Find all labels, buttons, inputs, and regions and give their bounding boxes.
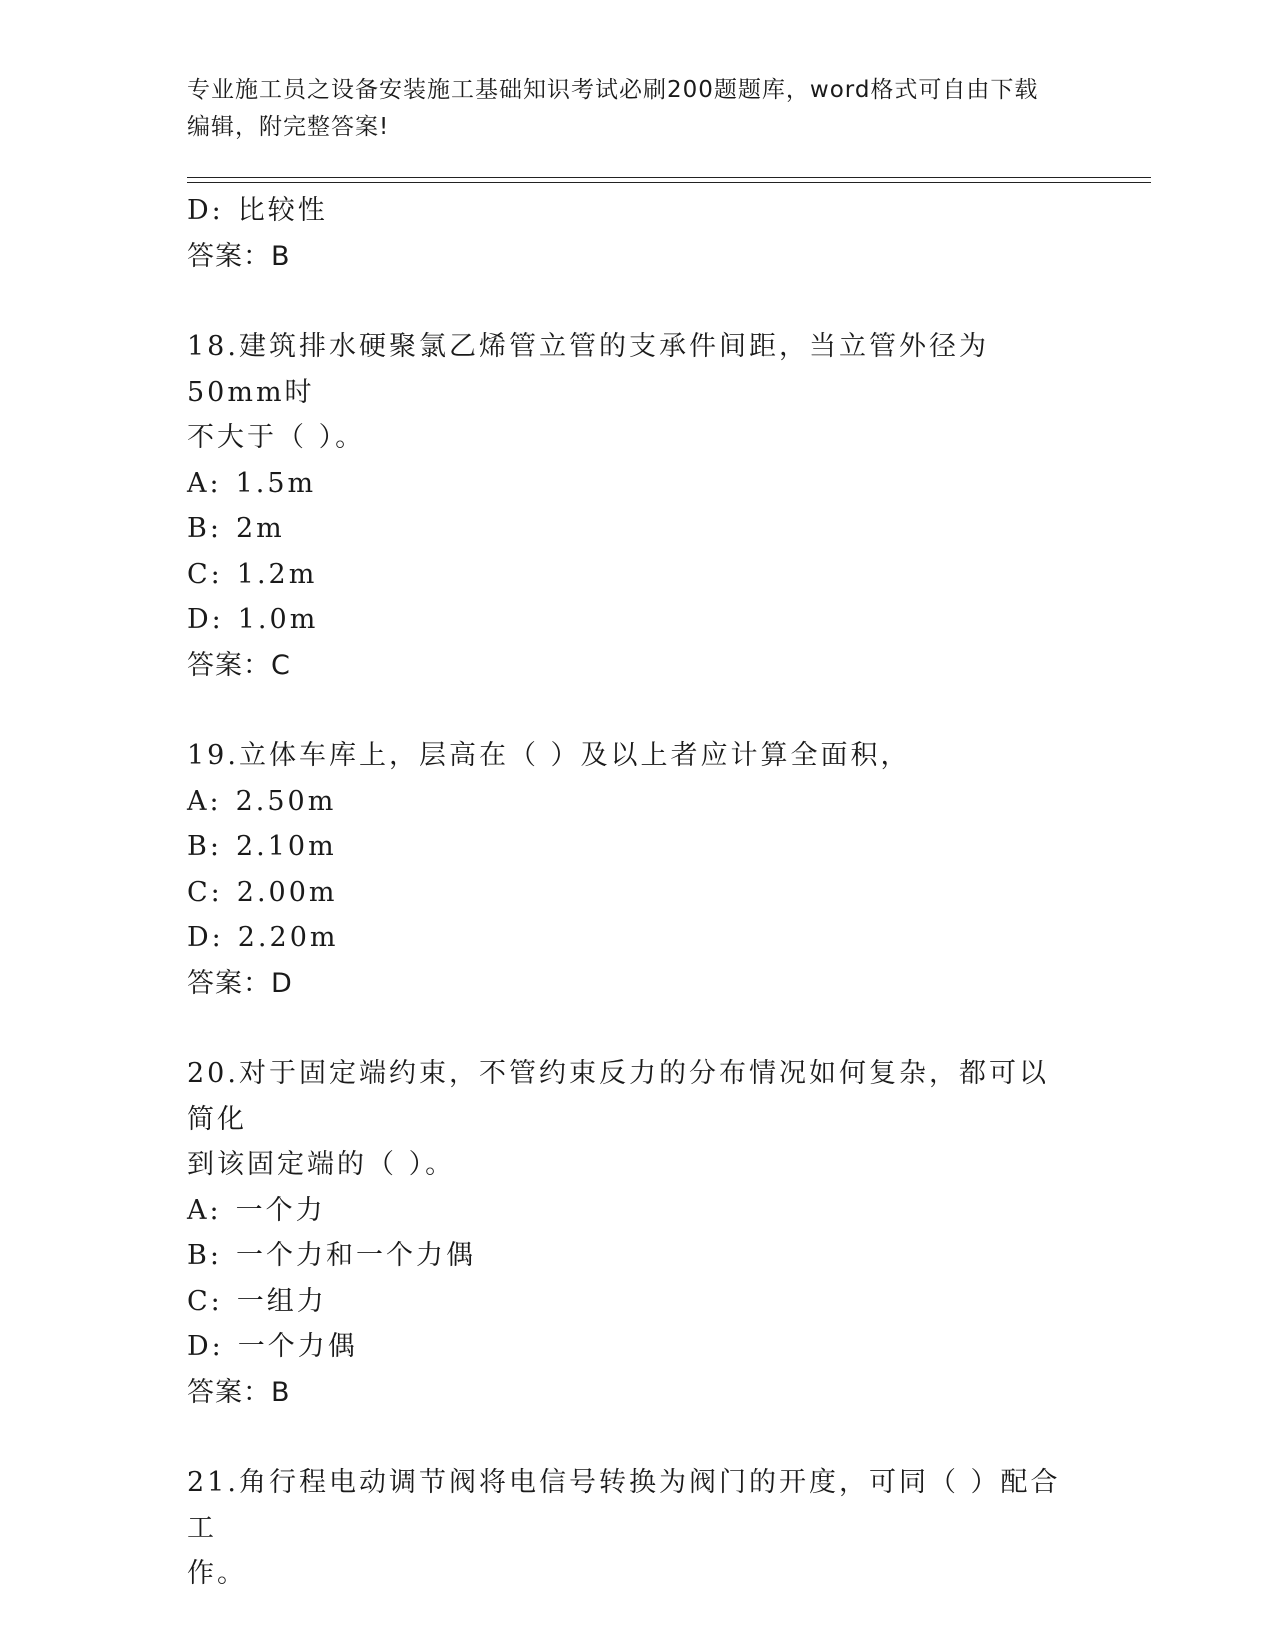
question-20 xyxy=(187,1051,1087,1415)
answer-value: B xyxy=(271,1376,291,1408)
header-line-2: 编辑，附完整答案! xyxy=(187,114,390,140)
option-d xyxy=(187,915,1087,961)
answer-value: C xyxy=(271,649,291,681)
option-label: A: xyxy=(187,785,222,817)
option-text: 1.5m xyxy=(235,467,317,499)
question-text xyxy=(187,324,1077,461)
question-list xyxy=(187,188,1087,1597)
option-text: 2.10m xyxy=(235,831,337,862)
question-19 xyxy=(187,733,1087,1006)
option-b xyxy=(187,1233,1087,1279)
question-number: 21. xyxy=(187,1467,239,1498)
question-text xyxy=(187,1051,1077,1188)
option-a xyxy=(187,461,1087,507)
option-a xyxy=(187,779,1087,825)
option-label: A: xyxy=(187,467,222,499)
option-label: D: xyxy=(187,195,224,226)
option-label: D: xyxy=(187,604,224,635)
question-stem: 建筑排水硬聚氯乙烯管立管的支承件间距，当立管外径为50mm时 xyxy=(187,331,989,408)
option-label: B: xyxy=(187,1240,222,1271)
question-stem-cont: 作。 xyxy=(187,1558,247,1589)
answer-value: B xyxy=(271,240,291,272)
question-number: 19. xyxy=(187,740,239,771)
option-d xyxy=(187,188,1087,234)
answer-label: 答案： xyxy=(187,649,271,681)
option-label: C: xyxy=(187,558,223,590)
question-18 xyxy=(187,324,1087,688)
option-text: 一个力偶 xyxy=(237,1331,358,1362)
option-label: B: xyxy=(187,513,222,544)
option-label: D: xyxy=(187,922,224,953)
option-text: 比较性 xyxy=(237,195,328,226)
question-21 xyxy=(187,1460,1087,1597)
option-c xyxy=(187,870,1087,916)
question-text xyxy=(187,1460,1077,1597)
answer-label: 答案： xyxy=(187,967,271,999)
question-stem: 立体车库上，层高在（ ）及以上者应计算全面积， xyxy=(238,740,911,771)
option-c xyxy=(187,552,1087,598)
question-stem: 角行程电动调节阀将电信号转换为阀门的开度，可同（ ）配合工 xyxy=(187,1467,1061,1544)
option-text: 1.2m xyxy=(236,558,318,590)
prev-question xyxy=(187,188,1087,279)
question-stem-cont: 不大于（ ）。 xyxy=(187,422,366,453)
option-text: 一组力 xyxy=(236,1285,327,1317)
option-text: 2m xyxy=(235,513,285,544)
option-a xyxy=(187,1188,1087,1234)
header-line-1: 专业施工员之设备安装施工基础知识考试必刷200题题库，word格式可自由下载 xyxy=(187,77,1039,103)
option-text: 一个力和一个力偶 xyxy=(235,1240,476,1271)
answer-value: D xyxy=(271,967,293,999)
answer-line xyxy=(187,1370,1087,1416)
header-divider-bottom xyxy=(187,182,1151,183)
option-text: 2.00m xyxy=(236,876,338,908)
header-divider-top xyxy=(187,177,1151,178)
answer-label: 答案： xyxy=(187,1376,271,1408)
option-b xyxy=(187,824,1087,870)
option-text: 2.50m xyxy=(235,785,337,817)
question-number: 20. xyxy=(187,1058,239,1089)
option-label: C: xyxy=(187,876,223,908)
option-text: 2.20m xyxy=(237,922,339,953)
option-label: C: xyxy=(187,1285,223,1317)
option-d xyxy=(187,1324,1087,1370)
option-label: B: xyxy=(187,831,222,862)
option-c xyxy=(187,1279,1087,1325)
document-header xyxy=(187,72,1087,146)
question-number: 18. xyxy=(187,331,239,362)
option-b xyxy=(187,506,1087,552)
option-text: 一个力 xyxy=(235,1194,326,1226)
question-text xyxy=(187,733,1077,779)
option-label: A: xyxy=(187,1194,222,1226)
answer-line xyxy=(187,234,1087,280)
option-label: D: xyxy=(187,1331,224,1362)
question-stem-cont: 到该固定端的（ ）。 xyxy=(187,1149,456,1180)
question-stem: 对于固定端约束，不管约束反力的分布情况如何复杂，都可以简化 xyxy=(187,1058,1049,1135)
answer-label: 答案： xyxy=(187,240,271,272)
answer-line xyxy=(187,643,1087,689)
option-text: 1.0m xyxy=(237,604,319,635)
option-d xyxy=(187,597,1087,643)
answer-line xyxy=(187,961,1087,1007)
